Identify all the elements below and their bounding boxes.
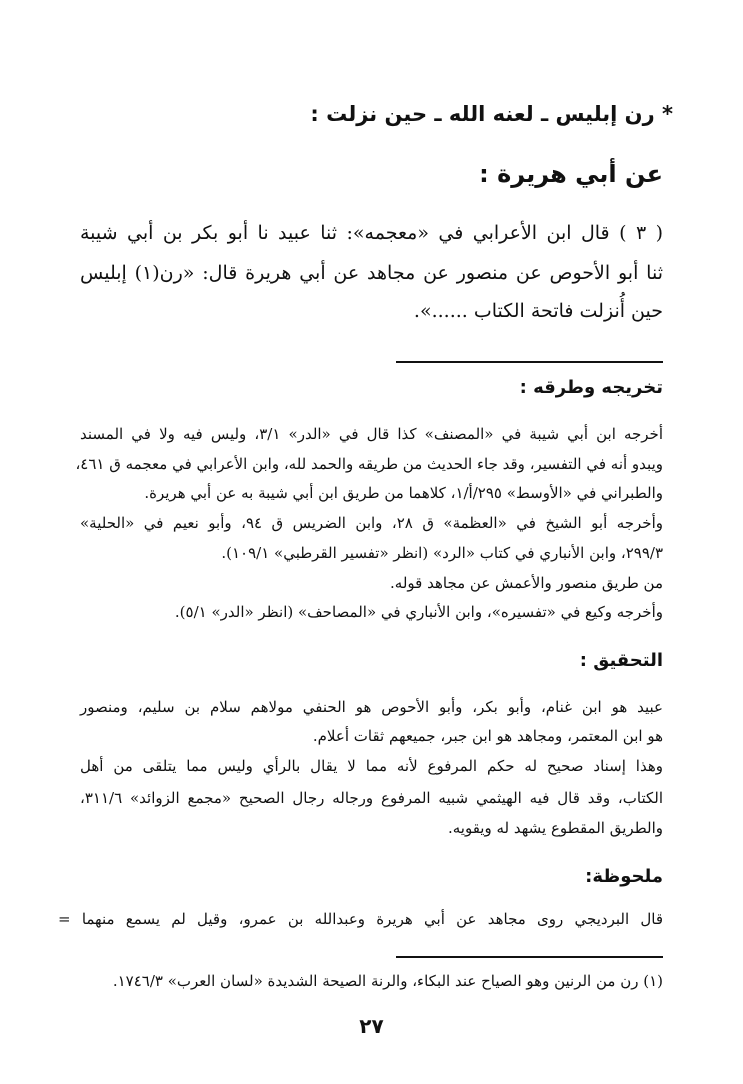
- tahqiq-line: وهذا إسناد صحيح له حكم المرفوع لأنه مما لا يقال بالرأي وليس مما يتلقى من أهل: [80, 757, 663, 775]
- page-number: ٢٧: [359, 1014, 384, 1038]
- takhrij-line: من طريق منصور والأعمش عن مجاهد قوله.: [390, 574, 663, 592]
- tahqiq-title: التحقيق :: [579, 650, 663, 671]
- footnote-divider: [396, 956, 663, 958]
- tahqiq-line: عبيد هو ابن غنام، وأبو بكر، وأبو الأحوص هو الحنفي مولاهم سلام بن سليم، ومنصور: [80, 698, 663, 716]
- takhrij-title: تخريجه وطرقه :: [519, 377, 663, 398]
- takhrij-line: ويبدو أنه في التفسير، وقد جاء الحديث من طريقه والحمد لله، وابن الأعرابي في معجمه ق ٤٦١،: [75, 455, 663, 473]
- narration-line: ثنا أبو الأحوص عن منصور عن مجاهد عن أبي هريرة قال: «رن(١) إبليس: [80, 262, 663, 284]
- takhrij-line: أخرجه ابن أبي شيبة في «المصنف» كذا قال في «الدر» ٣/١، وليس فيه ولا في المسند: [80, 425, 663, 443]
- tahqiq-line: هو ابن المعتمر، ومجاهد هو ابن جبر، جميعهم ثقات أعلام.: [312, 727, 663, 745]
- tahqiq-line: الكتاب، وقد قال فيه الهيثمي شبيه المرفوع ورجاله رجال الصحيح «مجمع الزوائد» ٣١١/٦،: [80, 789, 663, 807]
- takhrij-line: ٢٩٩/٣، وابن الأنباري في كتاب «الرد» (انظر «تفسير القرطبي» ١٠٩/١).: [221, 544, 663, 562]
- narration-line: ( ٣ ) قال ابن الأعرابي في «معجمه»: ثنا عبيد نا أبو بكر بن أبي شيبة: [80, 222, 664, 244]
- tahqiq-line: والطريق المقطوع يشهد له ويقويه.: [447, 819, 663, 837]
- note-title: ملحوظة:: [585, 866, 663, 887]
- footnote: (١) رن من الرنين وهو الصياح عند البكاء، والرنة الصيحة الشديدة «لسان العرب» ١٧٤٦/٣.: [112, 972, 663, 990]
- takhrij-line: وأخرجه وكيع في «تفسيره»، وابن الأنباري في «المصاحف» (انظر «الدر» ٥/١).: [174, 603, 663, 621]
- section-divider: [396, 361, 663, 363]
- narration-line: حين أُنزلت فاتحة الكتاب ......».: [413, 300, 663, 322]
- takhrij-line: وأخرجه أبو الشيخ في «العظمة» ق ٢٨، وابن الضريس ق ٩٤، وأبو نعيم في «الحلية»: [80, 514, 663, 532]
- takhrij-line: والطبراني في «الأوسط» ٢٩٥/أ/١، كلاهما من طريق ابن أبي شيبة به عن أبي هريرة.: [144, 484, 663, 502]
- note-line: قال البرديجي روى مجاهد عن أبي هريرة وعبدالله بن عمرو، وقيل لم يسمع منهما =: [58, 910, 663, 928]
- section-heading: * رن إبليس ـ لعنه الله ـ حين نزلت :: [310, 102, 673, 126]
- subheading-abu-hurayra: عن أبي هريرة :: [479, 160, 663, 188]
